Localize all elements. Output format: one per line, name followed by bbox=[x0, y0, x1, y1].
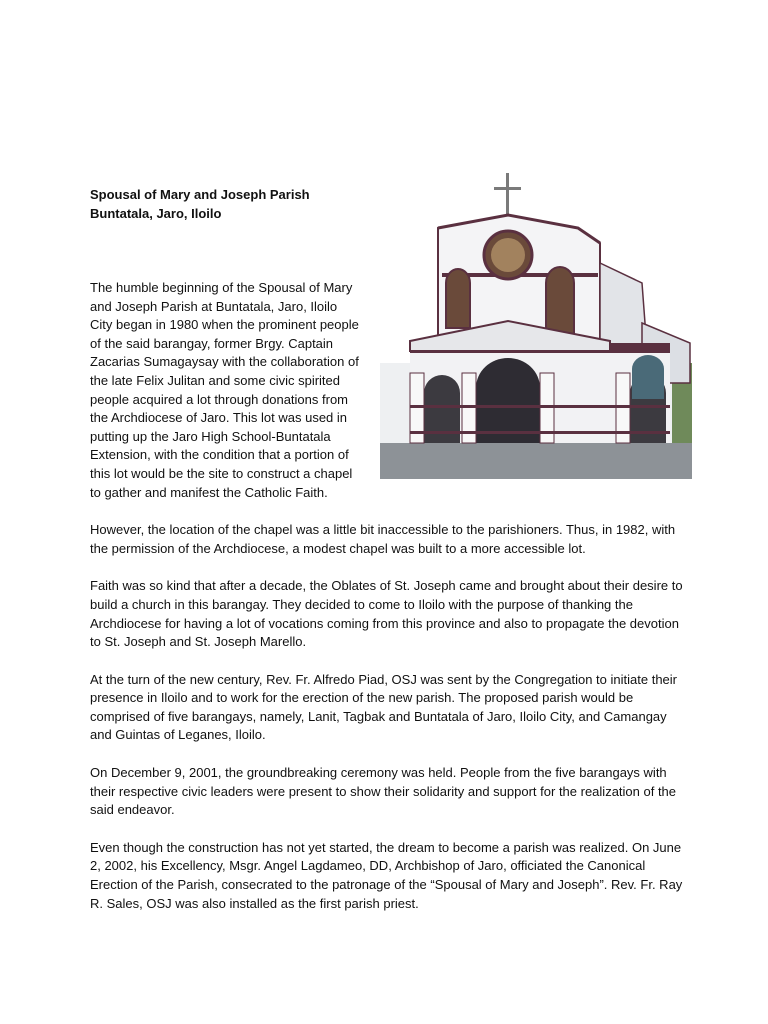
paragraph-3: Faith was so kind that after a decade, the Oblates of St. Joseph came and brought about their desire to build a church in this barangay. They decided to come to Iloilo with the purpose of thanking the Archdiocese for having a lot of vocations coming from this province and also to propagate the devotion to St. Joseph and St. Joseph Marello. bbox=[90, 578, 683, 650]
church-photo bbox=[380, 173, 692, 479]
document-page bbox=[90, 185, 690, 932]
paragraph-1: The humble beginning of the Spousal of Mary and Joseph Parish at Buntatala, Jaro, Iloilo City began in 1980 when the prominent people of the said barangay, former Brgy. Captain Zacarias Sumagaysay with the collaboration of the late Felix Julitan and some civic spirited people acquired a lot through donations from the Archdiocese of Jaro. This lot was used in putting up the Jaro High School-Buntatala Extension, with the condition that a portion of this lot would be the site to construct a chapel to gather and manifest the Catholic Faith. bbox=[90, 280, 359, 500]
paragraph-5: On December 9, 2001, the groundbreaking ceremony was held. People from the five barangays with their respective civic leaders were present to show their solidarity and support for the realization of the said endeavor. bbox=[90, 765, 677, 818]
paragraph-6: Even though the construction has not yet started, the dream to become a parish was realized. On June 2, 2002, his Excellency, Msgr. Angel Lagdameo, DD, Archbishop of Jaro, officiated the Canonical Erection of the Parish, consecrated to the patronage of the “Spousal of Mary and Joseph”. Rev. Fr. Ray R. Sales, OSJ was also installed as the first parish priest. bbox=[90, 839, 683, 911]
document-title-line1: Spousal of Mary and Joseph Parish bbox=[90, 187, 310, 202]
document-title-line2: Buntatala, Jaro, Iloilo bbox=[90, 206, 222, 221]
paragraph-4: At the turn of the new century, Rev. Fr. Alfredo Piad, OSJ was sent by the Congregation to initiate their presence in Iloilo and to work for the erection of the new parish. The proposed parish would be comprised of five barangays, namely, Lanit, Tagbak and Buntatala of Jaro, Iloilo City, and Camangay and Guintas of Leganes, Iloilo. bbox=[90, 671, 677, 743]
paragraph-2: However, the location of the chapel was a little bit inaccessible to the parishioners. Thus, in 1982, with the permission of the Archdiocese, a modest chapel was built to a more accessible lot. bbox=[90, 522, 676, 556]
